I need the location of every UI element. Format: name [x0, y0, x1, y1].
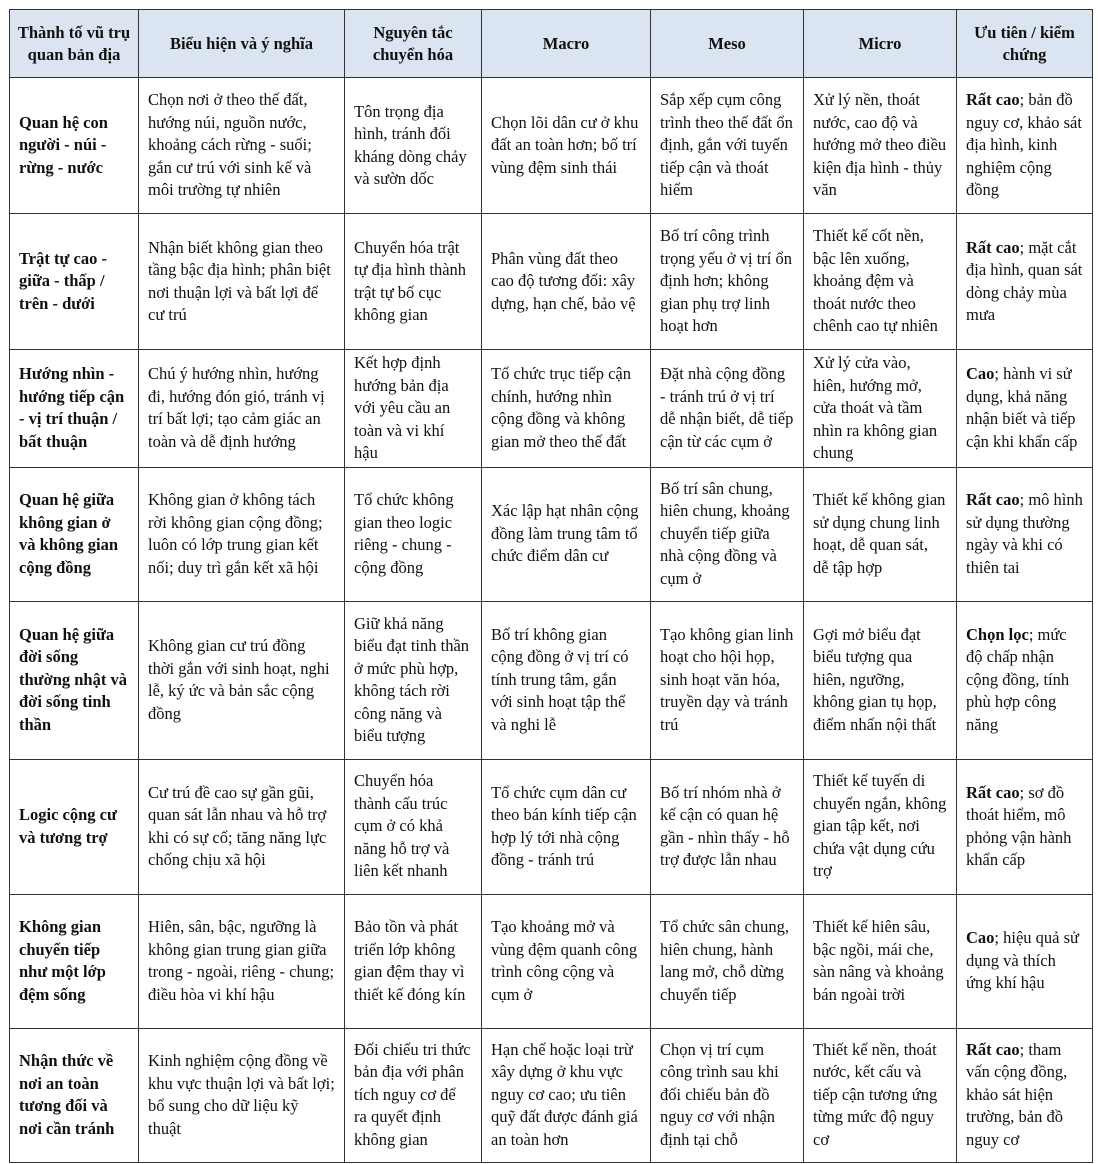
cell-meso: Tổ chức sân chung, hiên chung, hành lang mở, chỗ dừng chuyển tiếp [651, 894, 804, 1028]
cell-meso: Bố trí sân chung, hiên chung, khoảng chuyển tiếp giữa nhà cộng đồng và cụm ở [651, 467, 804, 601]
table-row [10, 1028, 1093, 1162]
cell-meaning: Nhận biết không gian theo tầng bậc địa hình; phân biệt nơi thuận lợi và bất lợi để cư trú [139, 214, 345, 350]
cell-priority [957, 894, 1093, 1028]
table-body [10, 78, 1093, 1163]
cell-micro: Thiết kế không gian sử dụng chung linh hoạt, dễ quan sát, dễ tập hợp [804, 467, 957, 601]
cell-meaning: Không gian ở không tách rời không gian cộng đồng; luôn có lớp trung gian kết nối; duy trì gắn kết xã hội [139, 467, 345, 601]
cell-element: Quan hệ giữa không gian ở và không gian cộng đồng [10, 467, 139, 601]
cell-priority [957, 350, 1093, 468]
priority-note: ; hiệu quả sử dụng và thích ứng khí hậu [966, 928, 1079, 993]
cell-principle: Giữ khả năng biểu đạt tinh thần ở mức phù hợp, không tách rời công năng và biểu tượng [345, 601, 482, 759]
priority-note: ; sơ đồ thoát hiểm, mô phỏng vận hành khẩn cấp [966, 782, 1072, 869]
cell-principle: Bảo tồn và phát triển lớp không gian đệm thay vì thiết kế đóng kín [345, 894, 482, 1028]
table-row [10, 467, 1093, 601]
priority-level: Cao [966, 928, 995, 948]
priority-level: Rất cao [966, 782, 1020, 802]
cell-macro: Chọn lõi dân cư ở khu đất an toàn hơn; bố trí vùng đệm sinh thái [482, 78, 651, 214]
cell-meaning: Kinh nghiệm cộng đồng về khu vực thuận lợi và bất lợi; bổ sung cho dữ liệu kỹ thuật [139, 1028, 345, 1162]
cell-meso: Tạo không gian linh hoạt cho hội họp, sinh hoạt văn hóa, truyền dạy và tránh trú [651, 601, 804, 759]
cell-meaning: Cư trú đề cao sự gần gũi, quan sát lẫn nhau và hỗ trợ khi có sự cố; tăng năng lực chống chịu xã hội [139, 759, 345, 894]
cell-priority [957, 759, 1093, 894]
cosmology-table [9, 9, 1093, 1163]
cell-element: Không gian chuyển tiếp như một lớp đệm sống [10, 894, 139, 1028]
cell-priority [957, 1028, 1093, 1162]
cell-priority [957, 467, 1093, 601]
priority-level: Rất cao [966, 237, 1020, 257]
header-principle: Nguyên tắc chuyển hóa [345, 10, 482, 78]
cell-macro: Tạo khoảng mở và vùng đệm quanh công trình công cộng và cụm ở [482, 894, 651, 1028]
cell-principle: Tổ chức không gian theo logic riêng - chung - cộng đồng [345, 467, 482, 601]
priority-note: ; hành vi sử dụng, khả năng nhận biết và tiếp cận khi khẩn cấp [966, 364, 1078, 451]
priority-note: ; mức độ chấp nhận cộng đồng, tính phù hợp công năng [966, 624, 1070, 734]
priority-level: Rất cao [966, 490, 1020, 509]
cell-meaning: Không gian cư trú đồng thời gắn với sinh hoạt, nghi lễ, ký ức và bản sắc cộng đồng [139, 601, 345, 759]
cell-principle: Tôn trọng địa hình, tránh đối kháng dòng chảy và sườn dốc [345, 78, 482, 214]
cell-meaning: Chọn nơi ở theo thế đất, hướng núi, nguồn nước, khoảng cách rừng - suối; gắn cư trú với sinh kế và môi trường tự nhiên [139, 78, 345, 214]
header-priority: Ưu tiên / kiểm chứng [957, 10, 1093, 78]
cell-macro: Phân vùng đất theo cao độ tương đối: xây dựng, hạn chế, bảo vệ [482, 214, 651, 350]
cell-principle: Đối chiếu tri thức bản địa với phân tích nguy cơ để ra quyết định không gian [345, 1028, 482, 1162]
cell-meso: Sắp xếp cụm công trình theo thế đất ổn định, gắn với tuyến tiếp cận và thoát hiểm [651, 78, 804, 214]
cell-meso: Bố trí công trình trọng yếu ở vị trí ổn định hơn; không gian phụ trợ linh hoạt hơn [651, 214, 804, 350]
cell-macro: Hạn chế hoặc loại trừ xây dựng ở khu vực nguy cơ cao; ưu tiên quỹ đất được đánh giá an toàn hơn [482, 1028, 651, 1162]
cell-meso: Đặt nhà cộng đồng - tránh trú ở vị trí dễ nhận biết, dễ tiếp cận từ các cụm ở [651, 350, 804, 468]
priority-note: ; mô hình sử dụng thường ngày và khi có thiên tai [966, 490, 1083, 577]
cell-meaning: Chú ý hướng nhìn, hướng đi, hướng đón gió, tránh vị trí bất lợi; tạo cảm giác an toàn và dễ định hướng [139, 350, 345, 468]
table-row [10, 350, 1093, 468]
cell-micro: Gợi mở biểu đạt biểu tượng qua hiên, ngưỡng, không gian tụ họp, điểm nhấn nội thất [804, 601, 957, 759]
cell-principle: Chuyển hóa trật tự địa hình thành trật tự bố cục không gian [345, 214, 482, 350]
priority-level: Rất cao [966, 1039, 1020, 1059]
cell-priority [957, 601, 1093, 759]
cell-meaning: Hiên, sân, bậc, ngưỡng là không gian trung gian giữa trong - ngoài, riêng - chung; điều hòa vi khí hậu [139, 894, 345, 1028]
cell-macro: Tổ chức cụm dân cư theo bán kính tiếp cận hợp lý tới nhà cộng đồng - tránh trú [482, 759, 651, 894]
cell-element: Quan hệ giữa đời sống thường nhật và đời sống tinh thần [10, 601, 139, 759]
cell-element: Hướng nhìn - hướng tiếp cận - vị trí thuận / bất thuận [10, 350, 139, 468]
cell-micro: Thiết kế nền, thoát nước, kết cấu và tiếp cận tương ứng từng mức độ nguy cơ [804, 1028, 957, 1162]
priority-level: Chọn lọc [966, 624, 1029, 644]
priority-level: Rất cao [966, 90, 1020, 110]
cell-micro: Thiết kế tuyến di chuyển ngắn, không gian tập kết, nơi chứa vật dụng cứu trợ [804, 759, 957, 894]
table-row [10, 78, 1093, 214]
header-micro: Micro [804, 10, 957, 78]
header-macro: Macro [482, 10, 651, 78]
priority-note: ; tham vấn cộng đồng, khảo sát hiện trường, bản đồ nguy cơ [966, 1039, 1068, 1149]
cell-micro: Xử lý nền, thoát nước, cao độ và hướng mở theo điều kiện địa hình - thủy văn [804, 78, 957, 214]
table-header [10, 10, 1093, 78]
table-row [10, 214, 1093, 350]
cell-element: Logic cộng cư và tương trợ [10, 759, 139, 894]
cell-meso: Bố trí nhóm nhà ở kế cận có quan hệ gần - nhìn thấy - hỗ trợ được lẫn nhau [651, 759, 804, 894]
table-row [10, 759, 1093, 894]
table-row [10, 601, 1093, 759]
cell-principle: Chuyển hóa thành cấu trúc cụm ở có khả năng hỗ trợ và liên kết nhanh [345, 759, 482, 894]
priority-note: ; mặt cắt địa hình, quan sát dòng chảy mùa mưa [966, 237, 1083, 324]
priority-note: ; bản đồ nguy cơ, khảo sát địa hình, kinh nghiệm cộng đồng [966, 90, 1082, 200]
cell-element: Quan hệ con người - núi - rừng - nước [10, 78, 139, 214]
cell-element: Nhận thức về nơi an toàn tương đối và nơi cần tránh [10, 1028, 139, 1162]
cell-macro: Bố trí không gian cộng đồng ở vị trí có tính trung tâm, gắn với sinh hoạt tập thể và nghi lễ [482, 601, 651, 759]
table-row [10, 894, 1093, 1028]
header-meso: Meso [651, 10, 804, 78]
cell-micro: Thiết kế hiên sâu, bậc ngồi, mái che, sàn nâng và khoảng bán ngoài trời [804, 894, 957, 1028]
priority-level: Cao [966, 364, 995, 384]
cell-macro: Xác lập hạt nhân cộng đồng làm trung tâm tổ chức điểm dân cư [482, 467, 651, 601]
cell-element: Trật tự cao - giữa - thấp / trên - dưới [10, 214, 139, 350]
cell-priority [957, 78, 1093, 214]
cell-micro: Xử lý cửa vào, hiên, hướng mở, cửa thoát và tầm nhìn ra không gian chung [804, 350, 957, 468]
cell-macro: Tổ chức trục tiếp cận chính, hướng nhìn cộng đồng và không gian mở theo thế đất [482, 350, 651, 468]
header-meaning: Biểu hiện và ý nghĩa [139, 10, 345, 78]
cell-micro: Thiết kế cốt nền, bậc lên xuống, khoảng đệm và thoát nước theo chênh cao tự nhiên [804, 214, 957, 350]
header-element: Thành tố vũ trụ quan bản địa [10, 10, 139, 78]
cell-priority [957, 214, 1093, 350]
cell-meso: Chọn vị trí cụm công trình sau khi đối chiếu bản đồ nguy cơ với nhận định tại chỗ [651, 1028, 804, 1162]
cell-principle: Kết hợp định hướng bản địa với yêu cầu an toàn và vi khí hậu [345, 350, 482, 468]
